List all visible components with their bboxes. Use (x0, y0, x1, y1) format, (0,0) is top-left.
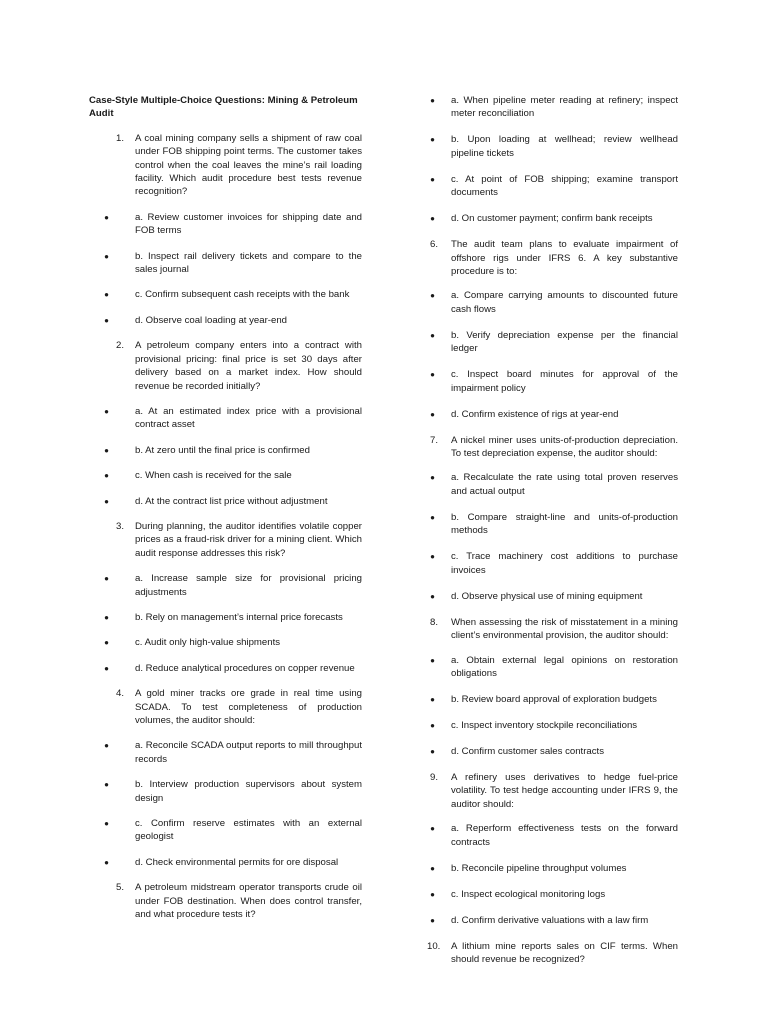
option-8c (427, 719, 678, 732)
bullet-icon: ● (104, 406, 109, 416)
question-text: The audit team plans to evaluate impairment of offshore rigs under IFRS 6. A key substantive procedure is to: (451, 239, 678, 278)
option-4d (89, 856, 362, 869)
bullet-icon: ● (430, 552, 435, 562)
bullet-icon: ● (430, 694, 435, 704)
question-8 (427, 616, 678, 643)
option-text: c. Trace machinery cost additions to purchase invoices (451, 551, 678, 576)
option-9c (427, 888, 678, 901)
bullet-icon: ● (104, 574, 109, 584)
question-5 (89, 881, 362, 921)
bullet-icon: ● (430, 889, 435, 899)
option-text: a. Recalculate the rate using total proven reserves and actual output (451, 472, 678, 497)
question-text: When assessing the risk of misstatement in a mining client’s environmental provision, the auditor should: (451, 616, 678, 642)
question-number: 6. (429, 239, 438, 251)
option-text: c. When cash is received for the sale (135, 470, 292, 482)
option-text: b. Compare straight-line and units-of-production methods (451, 511, 678, 537)
bullet-icon: ● (430, 409, 435, 419)
bullet-icon: ● (430, 746, 435, 756)
bullet-icon: ● (430, 824, 435, 834)
bullet-icon: ● (104, 612, 109, 622)
option-text: c. At point of FOB shipping; examine transport documents (451, 173, 678, 199)
question-10 (427, 940, 678, 967)
option-4a (89, 739, 362, 766)
question-2 (89, 339, 362, 393)
bullet-icon: ● (104, 780, 109, 790)
bullet-icon: ● (104, 496, 109, 506)
option-text: a. Compare carrying amounts to discounted future cash flows (451, 290, 678, 315)
bullet-icon: ● (430, 174, 435, 184)
bullet-icon: ● (104, 857, 109, 867)
option-text: a. Reconcile SCADA output reports to mill throughput records (135, 740, 362, 765)
option-5b (427, 133, 678, 160)
option-text: d. Check environmental permits for ore disposal (135, 856, 339, 868)
question-number: 3. (115, 520, 124, 532)
option-5c (427, 173, 678, 200)
question-text: During planning, the auditor identifies volatile copper prices as a fraud-risk driver for a mining client. Which audit response addresses this risk? (135, 520, 362, 559)
bullet-icon: ● (430, 863, 435, 873)
option-text: c. Confirm subsequent cash receipts with the bank (135, 289, 350, 301)
option-text: a. When pipeline meter reading at refinery; inspect meter reconciliation (451, 95, 678, 120)
option-6d (427, 408, 678, 421)
question-number: 5. (115, 882, 124, 894)
option-text: d. Confirm customer sales contracts (451, 745, 605, 757)
bullet-icon: ● (430, 214, 435, 224)
option-2c (89, 469, 362, 482)
option-5a (427, 94, 678, 121)
option-text: d. Observe coal loading at year-end (135, 314, 287, 326)
question-number: 1. (115, 132, 124, 144)
option-text: b. At zero until the final price is confirmed (135, 444, 310, 456)
bullet-icon: ● (430, 96, 435, 105)
left-column (89, 94, 362, 933)
option-text: b. Reconcile pipeline throughput volumes (451, 862, 627, 874)
option-text: b. Interview production supervisors about system design (135, 779, 362, 804)
bullet-icon: ● (430, 473, 435, 483)
option-1d (89, 314, 362, 327)
option-1a (89, 211, 362, 238)
question-number: 10. (427, 940, 441, 952)
bullet-icon: ● (430, 512, 435, 522)
bullet-icon: ● (104, 315, 109, 325)
question-6 (427, 238, 678, 278)
option-text: c. Confirm reserve estimates with an external geologist (135, 818, 362, 843)
option-text: d. Confirm existence of rigs at year-end (451, 408, 619, 420)
bullet-icon: ● (430, 370, 435, 380)
option-text: c. Inspect ecological monitoring logs (451, 888, 606, 900)
option-text: a. Review customer invoices for shipping date and FOB terms (135, 211, 362, 237)
question-number: 7. (429, 434, 438, 446)
option-4c (89, 817, 362, 844)
option-5d (427, 212, 678, 225)
question-7 (427, 434, 678, 461)
option-9b (427, 862, 678, 875)
option-2b (89, 444, 362, 457)
option-7b (427, 511, 678, 538)
option-2d (89, 495, 362, 508)
option-text: a. At an estimated index price with a provisional contract asset (135, 405, 362, 431)
question-1 (89, 132, 362, 199)
bullet-icon: ● (430, 291, 435, 301)
option-3a (89, 572, 362, 599)
option-3d (89, 662, 362, 675)
question-4 (89, 687, 362, 727)
option-7a (427, 471, 678, 498)
bullet-icon: ● (430, 720, 435, 730)
option-7c (427, 550, 678, 577)
option-2a (89, 405, 362, 432)
option-9d (427, 914, 678, 927)
option-text: d. Confirm derivative valuations with a law firm (451, 914, 649, 926)
option-1b (89, 250, 362, 277)
option-text: a. Reperform effectiveness tests on the forward contracts (451, 823, 678, 848)
question-text: A gold miner tracks ore grade in real time using SCADA. To test completeness of production volumes, the auditor should: (135, 688, 362, 726)
question-text: A petroleum company enters into a contract with provisional pricing: final price is set 30 days after delivery based on a market index. How should revenue be recorded initially? (135, 340, 362, 392)
question-number: 9. (429, 771, 438, 783)
bullet-icon: ● (430, 915, 435, 925)
document-title: Case-Style Multiple-Choice Questions: Mining & Petroleum Audit (89, 95, 358, 120)
option-3c (89, 636, 362, 649)
bullet-icon: ● (430, 591, 435, 601)
option-3b (89, 611, 362, 624)
bullet-icon: ● (430, 655, 435, 665)
option-text: b. Rely on management’s internal price forecasts (135, 611, 343, 623)
option-6a (427, 289, 678, 316)
bullet-icon: ● (104, 741, 109, 751)
option-text: d. Reduce analytical procedures on copper revenue (135, 662, 355, 674)
question-number: 2. (115, 340, 124, 352)
bullet-icon: ● (104, 819, 109, 829)
option-text: b. Inspect rail delivery tickets and compare to the sales journal (135, 250, 362, 276)
question-text: A lithium mine reports sales on CIF terms. When should revenue be recognized? (451, 940, 678, 965)
question-number: 4. (115, 688, 124, 700)
option-6b (427, 329, 678, 356)
option-text: b. Review board approval of exploration budgets (451, 693, 657, 705)
option-text: d. At the contract list price without adjustment (135, 495, 328, 507)
bullet-icon: ● (104, 471, 109, 481)
option-text: c. Inspect board minutes for approval of the impairment policy (451, 369, 678, 394)
option-text: c. Inspect inventory stockpile reconciliations (451, 719, 638, 731)
option-7d (427, 590, 678, 603)
bullet-icon: ● (104, 290, 109, 300)
option-8d (427, 745, 678, 758)
bullet-icon: ● (104, 638, 109, 648)
bullet-icon: ● (104, 212, 109, 222)
question-9 (427, 771, 678, 811)
option-1c (89, 288, 362, 301)
option-text: c. Audit only high-value shipments (135, 637, 281, 649)
option-text: b. Verify depreciation expense per the financial ledger (451, 329, 678, 355)
bullet-icon: ● (104, 445, 109, 455)
question-text: A refinery uses derivatives to hedge fuel-price volatility. To test hedge accounting under IFRS 9, the auditor should: (451, 771, 678, 810)
option-text: b. Upon loading at wellhead; review wellhead pipeline tickets (451, 134, 678, 159)
bullet-icon: ● (104, 663, 109, 673)
bullet-icon: ● (430, 135, 435, 145)
option-6c (427, 368, 678, 395)
option-text: d. Observe physical use of mining equipment (451, 590, 643, 602)
question-3 (89, 520, 362, 560)
bullet-icon: ● (104, 251, 109, 261)
right-column (427, 94, 678, 977)
option-8b (427, 693, 678, 706)
option-text: d. On customer payment; confirm bank receipts (451, 213, 653, 225)
bullet-icon: ● (430, 330, 435, 340)
option-9a (427, 822, 678, 849)
option-8a (427, 654, 678, 681)
option-text: a. Obtain external legal opinions on restoration obligations (451, 654, 678, 679)
question-text: A coal mining company sells a shipment of raw coal under FOB shipping point terms. The customer takes control when the coal leaves the mine’s rail loading facility. Which audit procedure best tests revenue recognition? (135, 132, 362, 198)
question-text: A petroleum midstream operator transports crude oil under FOB destination. When does control transfer, and what procedure tests it? (135, 882, 362, 921)
question-text: A nickel miner uses units-of-production depreciation. To test depreciation expense, the auditor should: (451, 434, 678, 460)
option-text: a. Increase sample size for provisional pricing adjustments (135, 573, 362, 598)
option-4b (89, 778, 362, 805)
question-number: 8. (429, 616, 438, 628)
